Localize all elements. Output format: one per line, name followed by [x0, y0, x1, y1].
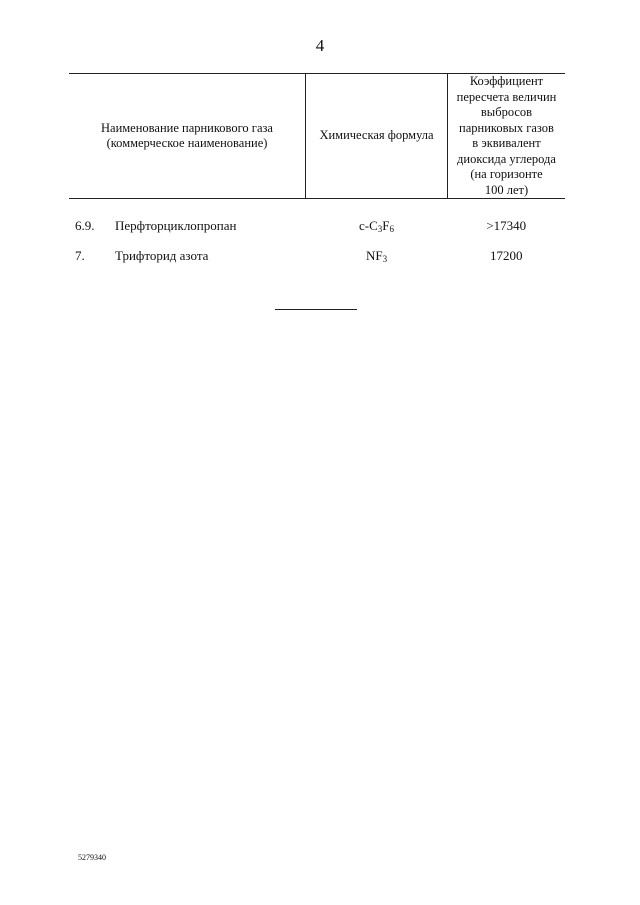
header-line: (коммерческое наименование) — [106, 136, 268, 150]
table-row — [69, 199, 565, 242]
header-line: 100 лет) — [484, 182, 529, 197]
row-number: 6.9. — [75, 218, 95, 233]
header-line: выбросов — [480, 105, 533, 119]
row-number: 7. — [75, 248, 85, 263]
header-chemical-formula: Химическая формула — [306, 74, 448, 199]
gas-name: Трифторид азота — [115, 248, 209, 263]
formula-part: NF — [365, 248, 383, 263]
header-line: парниковых газов — [459, 120, 554, 135]
gas-name: Перфторциклопропан — [115, 218, 237, 233]
header-line: Наименование парникового газа — [101, 120, 273, 135]
gas-table — [69, 73, 565, 271]
header-line: диоксида углерода — [457, 151, 556, 166]
header-line: (на горизонте — [470, 167, 543, 181]
table-row — [69, 241, 565, 271]
cell-formula — [306, 199, 448, 242]
end-of-table-rule — [275, 309, 357, 310]
cell-formula — [306, 241, 448, 271]
header-conversion-coefficient — [448, 74, 566, 199]
cell-coefficient: 17200 — [490, 248, 523, 263]
header-line: Коэффициент — [469, 74, 544, 88]
cell-coefficient: >17340 — [486, 218, 527, 233]
page-number: 4 — [315, 36, 325, 55]
header-line: пересчета величин — [456, 89, 557, 104]
document-code: 5279340 — [78, 853, 106, 862]
header-line: в эквивалент — [472, 136, 541, 150]
greenhouse-gas-table — [69, 73, 563, 271]
header-gas-name — [69, 74, 306, 199]
cell-gas-name — [69, 241, 306, 271]
formula-part: c-C — [358, 218, 378, 233]
formula-subscript: 6 — [389, 224, 394, 234]
formula-subscript: 3 — [377, 224, 383, 234]
table-header-row — [69, 74, 565, 199]
cell-gas-name — [69, 199, 306, 242]
formula-subscript: 3 — [382, 254, 388, 264]
formula-part: F — [382, 218, 390, 233]
